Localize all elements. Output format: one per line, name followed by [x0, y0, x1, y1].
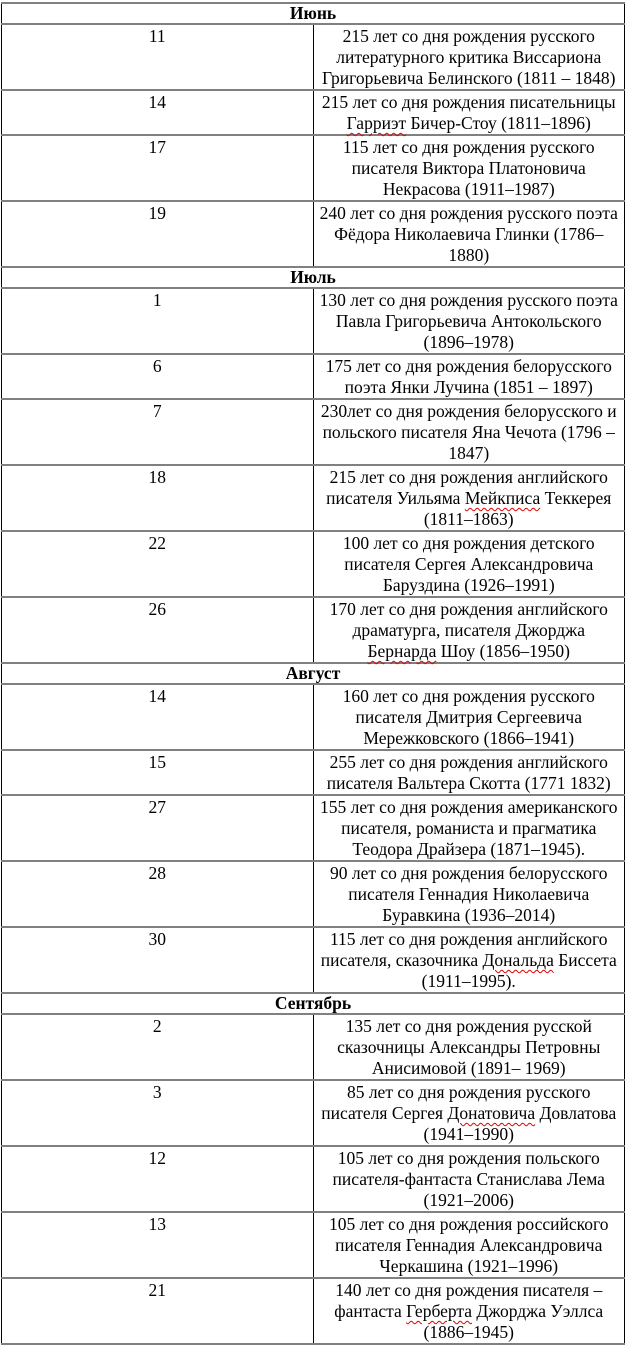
- description-cell: 105 лет со дня рождения польского писателя-фантаста Станислава Лема (1921–2006): [313, 1146, 625, 1212]
- description-text: 85 лет со дня рождения русского писателя Сергея: [321, 1082, 591, 1123]
- table-row: [2, 597, 625, 663]
- day-cell: 7: [2, 399, 314, 465]
- table-row: [2, 90, 625, 135]
- description-text: 215 лет со дня рождения писательницы: [321, 92, 616, 112]
- table-row: [2, 531, 625, 597]
- table-row: [2, 135, 625, 201]
- day-cell: 19: [2, 201, 314, 267]
- description-cell: [313, 90, 625, 135]
- table-row: [2, 288, 625, 354]
- description-text: 170 лет со дня рождения английского драматурга, писателя Джорджа: [329, 599, 608, 640]
- day-cell: 14: [2, 684, 314, 750]
- description-cell: 100 лет со дня рождения детского писателя Сергея Александровича Баруздина (1926–1991): [313, 531, 625, 597]
- description-cell: [313, 465, 625, 531]
- description-text: Биссета (1911–1995).: [421, 950, 617, 991]
- spellcheck-flagged-word[interactable]: Дональда: [482, 950, 554, 970]
- table-row: [2, 795, 625, 861]
- description-cell: 105 лет со дня рождения российского писателя Геннадия Александровича Черкашина (1921–1996): [313, 1212, 625, 1278]
- day-cell: 12: [2, 1146, 314, 1212]
- day-cell: 21: [2, 1278, 314, 1344]
- day-cell: 22: [2, 531, 314, 597]
- table-row: [2, 750, 625, 795]
- month-title: Август: [2, 663, 625, 684]
- description-text: Теккерея (1811–1863): [423, 488, 612, 529]
- table-row: [2, 1146, 625, 1212]
- description-text: 115 лет со дня рождения английского писателя, сказочника: [320, 929, 608, 970]
- table-body: [2, 3, 625, 1344]
- description-text: Довлатова (1941–1990): [423, 1103, 617, 1144]
- day-cell: 15: [2, 750, 314, 795]
- day-cell: 30: [2, 927, 314, 993]
- spellcheck-flagged-word[interactable]: Мейкписа: [464, 488, 541, 508]
- description-text: 215 лет со дня рождения английского писателя Уильяма: [326, 467, 608, 508]
- day-cell: 13: [2, 1212, 314, 1278]
- table-row: [2, 354, 625, 399]
- description-cell: 215 лет со дня рождения русского литературного критика Виссариона Григорьевича Белинского (1811 – 1848): [313, 24, 625, 90]
- table-row: [2, 465, 625, 531]
- day-cell: 18: [2, 465, 314, 531]
- table-row: [2, 684, 625, 750]
- month-header-row: [2, 3, 625, 24]
- description-cell: 160 лет со дня рождения русского писателя Дмитрия Сергеевича Мережковского (1866–1941): [313, 684, 625, 750]
- description-cell: 240 лет со дня рождения русского поэта Фёдора Николаевича Глинки (1786–1880): [313, 201, 625, 267]
- description-cell: [313, 927, 625, 993]
- table-row: [2, 201, 625, 267]
- day-cell: 11: [2, 24, 314, 90]
- day-cell: 26: [2, 597, 314, 663]
- table-row: [2, 861, 625, 927]
- table-row: [2, 1080, 625, 1146]
- description-text: Шоу (1856–1950): [436, 641, 571, 661]
- spellcheck-flagged-word[interactable]: Гарриэт: [346, 113, 407, 133]
- day-cell: 27: [2, 795, 314, 861]
- description-cell: [313, 1278, 625, 1344]
- table-row: [2, 1212, 625, 1278]
- table-row: [2, 24, 625, 90]
- day-cell: 17: [2, 135, 314, 201]
- month-title: Июль: [2, 267, 625, 288]
- description-cell: 115 лет со дня рождения русского писателя Виктора Платоновича Некрасова (1911–1987): [313, 135, 625, 201]
- description-text: Джорджа Уэллса (1886–1945): [423, 1301, 604, 1342]
- day-cell: 6: [2, 354, 314, 399]
- day-cell: 2: [2, 1014, 314, 1080]
- description-cell: 155 лет со дня рождения американского писателя, романиста и прагматика Теодора Драйзера (1871–1945).: [313, 795, 625, 861]
- day-cell: 3: [2, 1080, 314, 1146]
- table-row: [2, 927, 625, 993]
- table-row: [2, 1278, 625, 1344]
- description-text: Бичер-Стоу (1811–1896): [406, 113, 591, 133]
- month-title: Июнь: [2, 3, 625, 24]
- table-row: [2, 1014, 625, 1080]
- description-cell: [313, 1080, 625, 1146]
- day-cell: 28: [2, 861, 314, 927]
- spellcheck-flagged-word[interactable]: Герберта: [406, 1301, 473, 1321]
- description-cell: 135 лет со дня рождения русской сказочницы Александры Петровны Анисимовой (1891– 1969): [313, 1014, 625, 1080]
- description-cell: 255 лет со дня рождения английского писателя Вальтера Скотта (1771 1832): [313, 750, 625, 795]
- day-cell: 1: [2, 288, 314, 354]
- day-cell: 14: [2, 90, 314, 135]
- description-cell: 175 лет со дня рождения белорусского поэта Янки Лучина (1851 – 1897): [313, 354, 625, 399]
- anniversary-calendar-table: [1, 2, 625, 1345]
- month-header-row: [2, 663, 625, 684]
- description-text: 140 лет со дня рождения писателя – фантаста: [334, 1280, 603, 1321]
- description-cell: [313, 597, 625, 663]
- month-header-row: [2, 267, 625, 288]
- description-cell: 130 лет со дня рождения русского поэта Павла Григорьевича Антокольского (1896–1978): [313, 288, 625, 354]
- spellcheck-flagged-word[interactable]: Донатовича: [447, 1103, 536, 1123]
- spellcheck-flagged-word[interactable]: Бернарда: [367, 641, 437, 661]
- month-header-row: [2, 993, 625, 1014]
- description-cell: 230лет со дня рождения белорусского и польского писателя Яна Чечота (1796 – 1847): [313, 399, 625, 465]
- description-cell: 90 лет со дня рождения белорусского писателя Геннадия Николаевича Буравкина (1936–2014): [313, 861, 625, 927]
- table-row: [2, 399, 625, 465]
- month-title: Сентябрь: [2, 993, 625, 1014]
